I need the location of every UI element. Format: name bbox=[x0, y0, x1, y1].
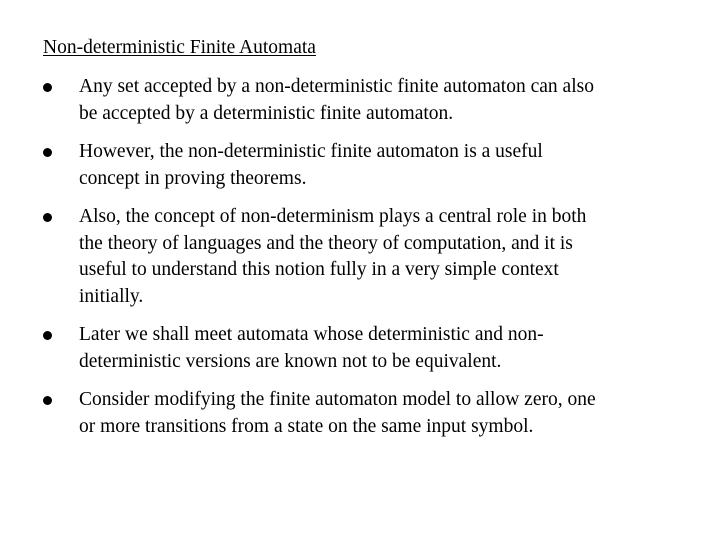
bullet-text-2-line-2: concept in proving theorems. bbox=[79, 167, 307, 189]
bullet-item-4 bbox=[43, 322, 708, 375]
bullet-dot-icon bbox=[43, 83, 52, 92]
bullet-list bbox=[43, 74, 708, 452]
bullet-dot-icon bbox=[43, 213, 52, 222]
bullet-text-1-line-2: be accepted by a deterministic finite automaton. bbox=[79, 102, 454, 124]
bullet-text-2-line-1: However, the non-deterministic finite automaton is a useful bbox=[79, 141, 543, 162]
bullet-text-3-line-2: the theory of languages and the theory of computation, and it is bbox=[79, 232, 573, 254]
bullet-dot-icon bbox=[43, 331, 52, 340]
bullet-text-4-line-2: deterministic versions are known not to be equivalent. bbox=[79, 350, 502, 372]
bullet-dot-icon bbox=[43, 148, 52, 157]
bullet-text-4-line-1: Later we shall meet automata whose deterministic and non- bbox=[79, 324, 544, 345]
bullet-text-1-line-1: Any set accepted by a non-deterministic finite automaton can also bbox=[79, 76, 594, 97]
bullet-item-3 bbox=[43, 204, 708, 310]
bullet-text-5-line-1: Consider modifying the finite automaton model to allow zero, one bbox=[79, 389, 596, 410]
bullet-text-3-line-3: useful to understand this notion fully in a very simple context bbox=[79, 259, 559, 280]
slide-title: Non-deterministic Finite Automata bbox=[43, 37, 316, 58]
bullet-item-1 bbox=[43, 74, 708, 127]
bullet-text-3-line-4: initially. bbox=[79, 285, 144, 307]
bullet-item-5 bbox=[43, 387, 708, 440]
bullet-text-3-line-1: Also, the concept of non-determinism plays a central role in both bbox=[79, 206, 587, 227]
bullet-text-5-line-2: or more transitions from a state on the same input symbol. bbox=[79, 415, 534, 437]
bullet-item-2 bbox=[43, 139, 708, 192]
bullet-dot-icon bbox=[43, 396, 52, 405]
